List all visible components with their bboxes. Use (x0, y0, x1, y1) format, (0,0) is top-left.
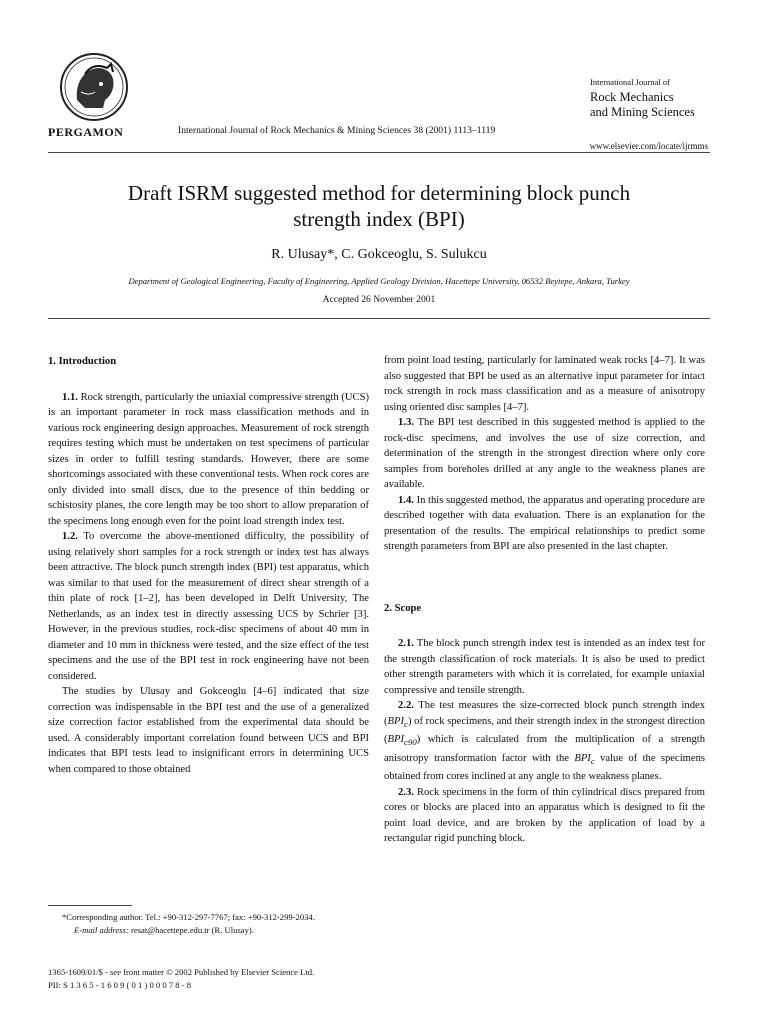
paragraph-continued: from point load testing, particularly for laminated weak rocks [4–7]. It was also suggested that BPI be used as an alternative input parameter for intact rock strength in rock mass classification and as a measure of anisotropy using oriented disc samples [4–7]. (384, 355, 705, 413)
paragraph-text: The BPI test described in this suggested method is applied to the rock-disc specimens, and involves the use of size correction, and determination of the strength in the strongest direction where only core samples from boreholes drilled at any angle to the weakness planes are available. (384, 417, 705, 490)
journal-name-line1: Rock Mechanics (590, 90, 674, 104)
journal-name-line2: and Mining Sciences (590, 105, 695, 119)
journal-name-block (590, 75, 715, 120)
paragraph-1-1 (48, 390, 369, 530)
symbol-bpi-c90 (387, 734, 417, 748)
email-label: E-mail address: (74, 924, 129, 935)
journal-url[interactable]: www.elsevier.com/locate/ijrmms (589, 141, 708, 151)
paragraph-text: The test measures the size-corrected block punch strength index ( (384, 700, 705, 727)
symbol-bpi (388, 716, 408, 727)
symbol-bpi (574, 753, 594, 764)
paragraph-1-4 (384, 493, 705, 555)
paragraph-text: To overcome the above-mentioned difficulty, the possibility of using relatively short samples for a rock strength or index test has always been attractive. The block punch strength index (BPI) test apparatus, which was similar to that used for the measurement of direct shear strength of a thin plate of rock [1–2], has been developed in Delft University, The Netherlands, as an index test in directly assessing UCS by Schrier [3]. However, in the previous studies, rock-disc specimens of about 40 mm in diameter and 10 mm in thickness were tested, and the size effect of the test specimens and the use of the BPI test in rock engineering have not been considered. (48, 531, 369, 682)
footnote-divider (48, 905, 132, 906)
journal-citation: International Journal of Rock Mechanics & Mining Sciences 38 (2001) 1113–1119 (178, 125, 496, 136)
symbol-subscript: c (404, 718, 408, 729)
symbol-text: BPI (574, 752, 591, 764)
paragraph-text: ) of rock specimens, and their strength index in the strongest direction ( (384, 715, 705, 746)
paragraph-1-2 (48, 529, 369, 684)
symbol-text: BPI (387, 734, 405, 746)
copyright-line: 1365-1609/01/$ - see front matter © 2002 Published by Elsevier Science Ltd. (48, 967, 315, 977)
article-authors: R. Ulusay*, C. Gokceoglu, S. Sulukcu (271, 247, 487, 262)
symbol-text: BPI (387, 715, 405, 727)
article-title-line2: strength index (BPI) (293, 207, 465, 231)
paragraph-1-3 (384, 415, 705, 493)
paragraph-number: 1.4. (398, 494, 414, 506)
left-column (48, 354, 369, 777)
paragraph-number: 1.1. (62, 391, 78, 403)
paragraph-text: Rock strength, particularly the uniaxial compressive strength (UCS) is an important parameter in rock mass classification methods and in various rock engineering design approaches. Measurement of rock strength requires testing which must be undertaken on test specimens of particular sizes in order to fulfill testing standards. However, there are some shortcomings associated with these conventional tests. When rock cores are only divided into small discs, due to the presence of thin bedding or schistosity planes, the core length may be too short to allow preparation of the specimens long enough even for the point load strength index test. (48, 391, 369, 527)
pergamon-logo-icon (55, 52, 133, 122)
section-heading-scope: 2. Scope (384, 602, 422, 614)
paragraph-text: ) which is calculated from the multiplication of a strength anisotropy transformation factor with the (384, 734, 705, 764)
header-divider (48, 152, 710, 153)
corresponding-author-note: *Corresponding author. Tel.: +90-312-297-7767; fax: +90-312-299-2034. (62, 912, 315, 922)
journal-name-prefix: International Journal of (590, 77, 670, 87)
paragraph-number: 2.1. (398, 638, 414, 649)
accepted-date: Accepted 26 November 2001 (322, 294, 436, 305)
paragraph-number: 1.2. (62, 531, 78, 542)
article-title (48, 180, 710, 232)
symbol-subscript: c (590, 755, 595, 766)
abstract-divider (48, 318, 710, 319)
symbol-subscript: c90 (404, 737, 417, 748)
pii-line: PII: S 1 3 6 5 - 1 6 0 9 ( 0 1 ) 0 0 0 7 8 - 8 (48, 979, 191, 990)
paragraph-1-2-cont: The studies by Ulusay and Gokceoglu [4–6] indicated that size correction was indispensable in the BPI test and the use of a generalized size correction factor established from the experimental data should be used. A considerably important correlation found between UCS and BPI indicates that BPI tests lead to insignificant errors in determining UCS when compared to those obtained (48, 686, 369, 775)
paragraph-2-2 (384, 698, 705, 785)
paragraph-2-3 (384, 785, 705, 847)
paragraph-2-1 (384, 636, 705, 698)
footnote (48, 911, 369, 936)
paragraph-number: 2.2. (398, 700, 414, 711)
paragraph-number: 2.3. (398, 786, 414, 798)
article-title-line1: Draft ISRM suggested method for determining block punch (127, 181, 631, 205)
paragraph-text: In this suggested method, the apparatus and operating procedure are described together with data evaluation. There is an explanation for the presentation of the results. The empirical relationships to predict some strength parameters from BPI are also presented in the last chapter. (384, 494, 705, 552)
author-affiliation: Department of Geological Engineering, Faculty of Engineering, Applied Geology Division, Hacettepe University, 06532 Beytepe, Ankara, Turkey (128, 276, 630, 286)
email-address[interactable]: resat@hacettepe.edu.tr (R. Ulusay). (130, 924, 254, 935)
front-matter (48, 966, 314, 991)
paragraph-text: The block punch strength index test is intended as an index test for the strength classification of rock materials. It is also be used to predict other strength parameters with which it is correlated, for example uniaxial compressive and tensile strength. (384, 638, 705, 696)
paragraph-number: 1.3. (398, 417, 414, 428)
publisher-name: PERGAMON (48, 125, 124, 139)
email-note (48, 924, 369, 937)
section-heading-introduction: 1. Introduction (48, 356, 117, 367)
right-column (384, 353, 705, 847)
paragraph-text: Rock specimens in the form of thin cylindrical discs prepared from cores or blocks are placed into an apparatus which is designed to fit the point load device, and are broken by the application of load by a rectangular rigid punching block. (384, 786, 705, 845)
paragraph-text: value of the specimens obtained from cores inclined at any angle to the weakness planes. (384, 752, 705, 783)
